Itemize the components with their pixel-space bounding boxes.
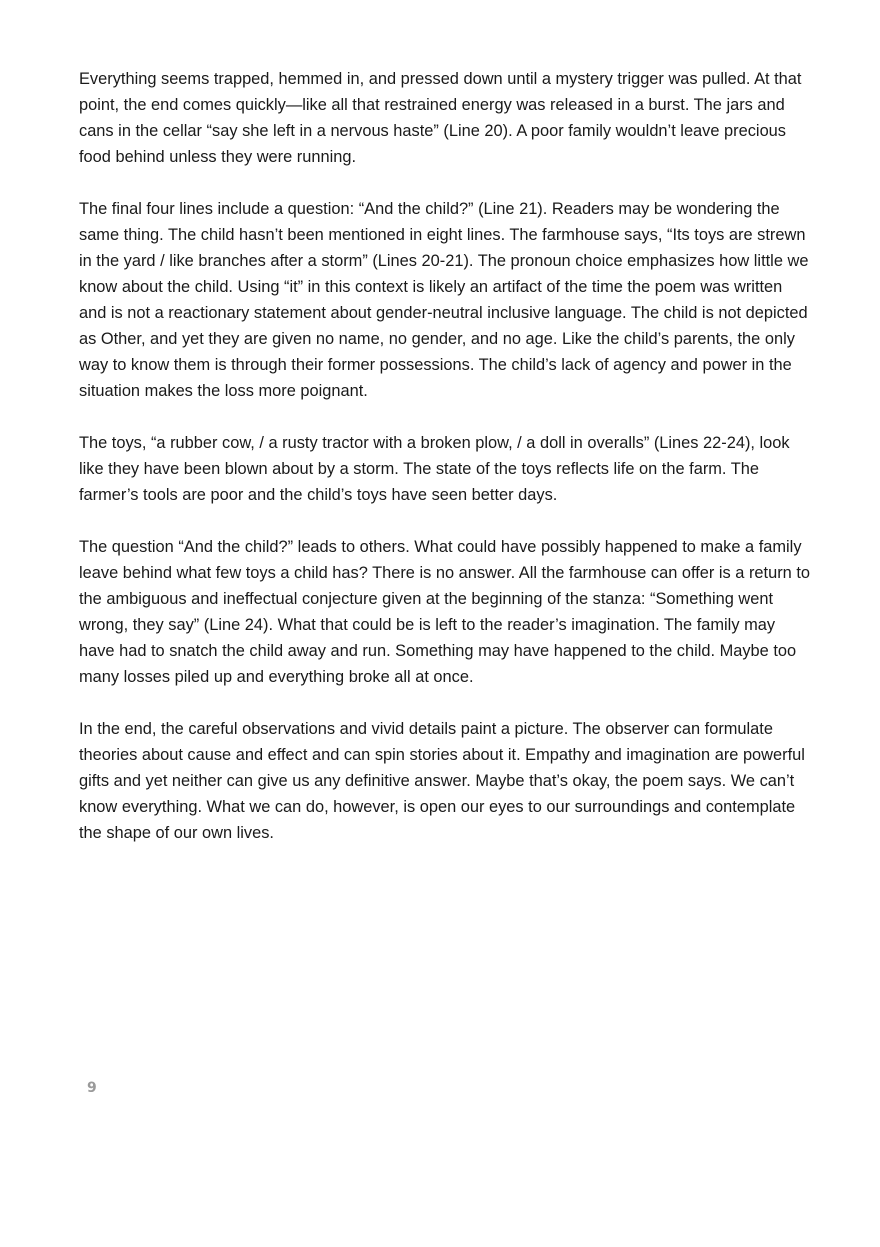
body-text bbox=[79, 66, 814, 872]
paragraph-2: The final four lines include a question: “And the child?” (Line 21). Readers may be wondering the same thing. The child hasn’t been mentioned in eight lines. The farmhouse says, “Its toys are strewn in the yard / like branches after a storm” (Lines 20-21). The pronoun choice emphasizes how little we know about the child. Using “it” in this context is likely an artifact of the time the poem was written and is not a reactionary statement about gender-neutral inclusive language. The child is not depicted as Other, and yet they are given no name, no gender, and no age. Like the child’s parents, the only way to know them is through their former possessions. The child’s lack of agency and power in the situation makes the loss more poignant. bbox=[79, 200, 809, 400]
paragraph-1: Everything seems trapped, hemmed in, and pressed down until a mystery trigger was pulled. At that point, the end comes quickly—like all that restrained energy was released in a burst. The jars and cans in the cellar “say she left in a nervous haste” (Line 20). A poor family wouldn’t leave precious food behind unless they were running. bbox=[79, 70, 802, 166]
page-number: 9 bbox=[87, 1080, 97, 1096]
paragraph-3: The toys, “a rubber cow, / a rusty tractor with a broken plow, / a doll in overalls” (Lines 22-24), look like they have been blown about by a storm. The state of the toys reflects life on the farm. The farmer’s tools are poor and the child’s toys have seen better days. bbox=[79, 434, 790, 504]
paragraph-4: The question “And the child?” leads to others. What could have possibly happened to make a family leave behind what few toys a child has? There is no answer. All the farmhouse can offer is a return to the ambiguous and ineffectual conjecture given at the beginning of the stanza: “Something went wrong, they say” (Line 24). What that could be is left to the reader’s imagination. The family may have had to snatch the child away and run. Something may have happened to the child. Maybe too many losses piled up and everything broke all at once. bbox=[79, 538, 811, 686]
paragraph-5: In the end, the careful observations and vivid details paint a picture. The observer can formulate theories about cause and effect and can spin stories about it. Empathy and imagination are powerful gifts and yet neither can give us any definitive answer. Maybe that’s okay, the poem says. We can’t know everything. What we can do, however, is open our eyes to our surroundings and contemplate the shape of our own lives. bbox=[79, 720, 805, 842]
